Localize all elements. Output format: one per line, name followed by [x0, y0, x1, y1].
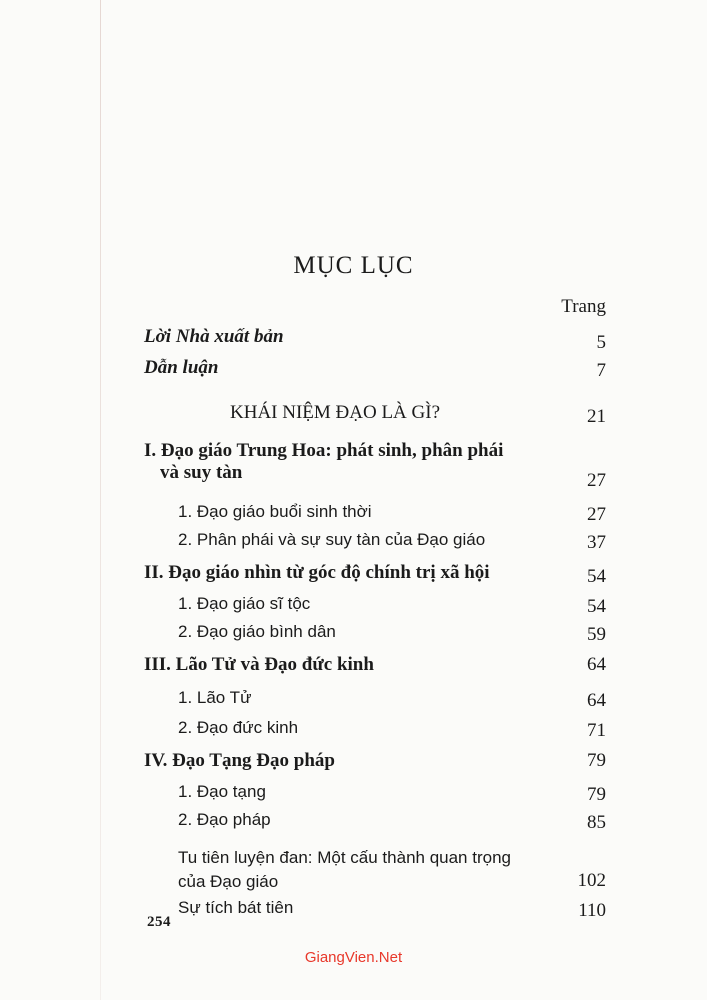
toc-entry-page: 85: [587, 812, 606, 833]
toc-entry-page: 27: [587, 504, 606, 525]
toc-entry-page: 59: [587, 624, 606, 645]
toc-entry-label: 2. Đạo đức kinh: [178, 718, 299, 737]
toc-entry-subsection[interactable]: [144, 712, 606, 742]
toc-entry-subsection[interactable]: [144, 588, 606, 618]
toc-entry-page: 21: [587, 406, 606, 427]
toc-entry-label: IV. Đạo Tạng Đạo pháp: [144, 750, 335, 771]
toc-entry-label: Lời Nhà xuất bản: [144, 326, 284, 347]
toc-entry-page: 7: [596, 360, 606, 381]
toc-entry-page: 64: [587, 690, 606, 711]
toc-entry-page: 71: [587, 720, 606, 741]
toc-entry-page: 110: [578, 900, 606, 921]
page-title: MỤC LỤC: [293, 252, 414, 279]
watermark: GiangVien.Net: [304, 949, 403, 966]
toc-entry-subsection[interactable]: [144, 776, 606, 806]
toc-entry-page: 79: [587, 750, 606, 771]
toc-entry-section-4[interactable]: [144, 742, 606, 776]
toc-entry-label: 2. Phân phái và sự suy tàn của Đạo giáo: [178, 530, 486, 549]
toc-entry-label-line1: Tu tiên luyện đan: Một cấu thành quan trọng: [178, 848, 511, 867]
toc-entry-subsection[interactable]: [144, 618, 606, 646]
toc-entry-label: 1. Đạo giáo buổi sinh thời: [178, 502, 372, 521]
toc-entry-page: 79: [587, 784, 606, 805]
page-column-header: Trang: [561, 296, 606, 317]
toc-entry-section-1[interactable]: [144, 440, 606, 498]
toc-entry-page: 5: [596, 332, 606, 353]
toc-entry-subsection[interactable]: [144, 680, 606, 712]
toc-entry-subsection[interactable]: [144, 806, 606, 834]
toc-entry-chapter[interactable]: [144, 388, 606, 432]
toc-entry-subsection[interactable]: [144, 526, 606, 554]
toc-entry-label: 2. Đạo giáo bình dân: [178, 622, 336, 641]
toc-entry-label: III. Lão Tử và Đạo đức kinh: [144, 654, 374, 675]
toc-entry-label: II. Đạo giáo nhìn từ góc độ chính trị xã hội: [144, 562, 490, 583]
toc-entry-label: Dẫn luận: [144, 357, 219, 378]
toc-entry-page: 54: [587, 596, 606, 617]
toc-entry-label: 2. Đạo pháp: [178, 810, 271, 829]
toc-entry-page: 102: [577, 870, 606, 891]
toc-entry-subsection[interactable]: [144, 838, 606, 894]
table-of-contents: [144, 296, 606, 922]
toc-entry-section-3[interactable]: [144, 646, 606, 680]
toc-entry-label: KHÁI NIỆM ĐẠO LÀ GÌ?: [230, 402, 441, 423]
toc-entry-label: 1. Đạo tạng: [178, 782, 266, 801]
toc-entry-page: 54: [587, 566, 606, 587]
toc-entry-page: 37: [587, 532, 606, 553]
toc-entry-subsection[interactable]: [144, 894, 606, 922]
toc-entry-label: 1. Đạo giáo sĩ tộc: [178, 594, 311, 613]
toc-entry-label-line2: và suy tàn: [160, 462, 243, 483]
toc-entry-page: 64: [587, 654, 606, 675]
toc-entry-introduction[interactable]: [144, 354, 606, 388]
page-number: 254: [147, 914, 171, 930]
toc-entry-label: 1. Lão Tử: [178, 688, 252, 707]
toc-entry-label-line2: của Đạo giáo: [178, 872, 279, 891]
toc-entry-section-2[interactable]: [144, 554, 606, 588]
toc-entry-preface[interactable]: [144, 326, 606, 354]
toc-entry-label-line1: I. Đạo giáo Trung Hoa: phát sinh, phân phái: [144, 440, 504, 461]
toc-entry-label: Sự tích bát tiên: [178, 898, 294, 917]
toc-entry-subsection[interactable]: [144, 498, 606, 526]
toc-entry-page: 27: [587, 470, 606, 491]
